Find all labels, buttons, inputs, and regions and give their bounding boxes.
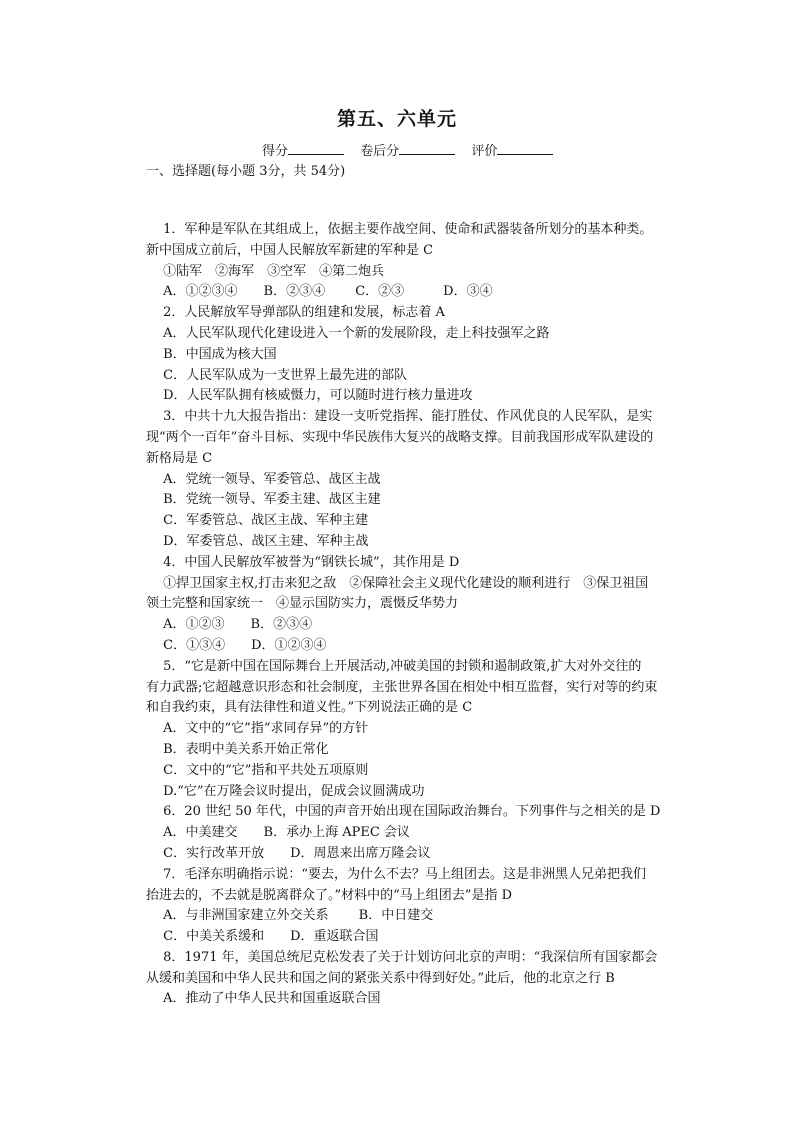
text-line: A．人民军队现代化建设进入一个新的发展阶段，走上科技强军之路 — [146, 325, 550, 341]
text-line: A．文中的“它”指“求同存异”的方针 — [146, 721, 369, 737]
text-line: 领土完整和国家统一 ④显示国防实力，震慑反华势力 — [146, 596, 459, 612]
text-line: B．党统一领导、军委主建、战区主建 — [146, 492, 381, 508]
text-line: 6．20 世纪 50 年代，中国的声音开始出现在国际政治舞台。下列事件与之相关的是 D — [146, 804, 661, 820]
text-line: 抬进去的，不去就是脱离群众了。”材料中的“马上组团去”是指 D — [146, 887, 512, 903]
text-line: 现“两个一百年”奋斗目标、实现中华民族伟大复兴的战略支撑。目前我国形成军队建设的 — [146, 429, 654, 445]
question-body — [146, 220, 676, 1010]
text-line: B．表明中美关系开始正常化 — [146, 741, 329, 757]
score-blank — [288, 142, 344, 155]
final-score-blank — [399, 142, 455, 155]
text-line: C．中美关系缓和 D．重返联合国 — [146, 929, 379, 945]
text-line: A．党统一领导、军委管总、战区主战 — [146, 471, 381, 487]
text-line: A．与非洲国家建立外交关系 B．中日建交 — [146, 908, 434, 924]
evaluation-field — [471, 140, 553, 159]
score-label: 得分 — [262, 144, 289, 159]
text-line: 1．军种是军队在其组成上，依据主要作战空间、使命和武器装备所划分的基本种类。 — [146, 222, 653, 237]
text-line: 新格局是 C — [146, 450, 213, 466]
text-line: ①捍卫国家主权,打击来犯之敌 ②保障社会主义现代化建设的顺利进行 ③保卫祖国 — [146, 575, 649, 591]
text-line: C．文中的“它”指和平共处五项原则 — [146, 762, 369, 778]
text-line: D．军委管总、战区主建、军种主战 — [146, 533, 369, 549]
text-line: A．①②③④ B．②③④ C．②③ D．③④ — [146, 284, 493, 300]
final-score-field — [360, 140, 455, 159]
score-fields — [262, 140, 565, 159]
page-title: 第五、六单元 — [336, 108, 457, 130]
text-line: C．军委管总、战区主战、军种主建 — [146, 513, 369, 529]
score-field — [262, 140, 344, 159]
text-line: 4．中国人民解放军被誉为“钢铁长城”，其作用是 D — [146, 554, 460, 570]
text-line: 和自我约束，具有法律性和道义性。”下列说法正确的是 C — [146, 700, 473, 716]
text-line: C．人民军队成为一支世界上最先进的部队 — [146, 367, 408, 383]
text-line: 3．中共十九大报告指出：建设一支听党指挥、能打胜仗、作风优良的人民军队，是实 — [146, 409, 653, 425]
text-line: ①陆军 ②海军 ③空军 ④第二炮兵 — [146, 263, 385, 279]
text-line: A．推动了中华人民共和国重返联合国 — [146, 991, 381, 1007]
final-score-label: 卷后分 — [360, 144, 400, 159]
text-line: 2．人民解放军导弹部队的组建和发展，标志着 A — [146, 305, 445, 321]
section-heading: 一、选择题(每小题 3分，共 54分) — [146, 164, 346, 179]
text-line: A．中美建交 B．承办上海 APEC 会议 — [146, 825, 410, 841]
text-line: 新中国成立前后，中国人民解放军新建的军种是 C — [146, 242, 434, 258]
text-line: D.“它”在万隆会议时提出，促成会议圆满成功 — [146, 783, 425, 799]
text-line: 5．“它是新中国在国际舞台上开展活动,冲破美国的封锁和遏制政策,扩大对外交往的 — [146, 658, 642, 674]
text-line: 7．毛泽东明确指示说：“要去，为什么不去？马上组团去。这是非洲黑人兄弟把我们 — [146, 866, 647, 882]
text-line: 从缓和美国和中华人民共和国之间的紧张关系中得到好处。”此后，他的北京之行 B — [146, 970, 615, 986]
text-line: C．实行改革开放 D．周恩来出席万隆会议 — [146, 845, 431, 861]
text-line: 有力武器;它超越意识形态和社会制度，主张世界各国在相处中相互监督，实行对等的约束 — [146, 679, 658, 695]
text-line: 8．1971 年，美国总统尼克松发表了关于计划访问北京的声明：“我深信所有国家都会 — [146, 949, 658, 965]
evaluation-label: 评价 — [471, 144, 498, 159]
text-line: C．①③④ D．①②③④ — [146, 637, 327, 653]
evaluation-blank — [497, 142, 553, 155]
text-line: A．①②③ B．②③④ — [146, 617, 313, 633]
text-line: B．中国成为核大国 — [146, 346, 277, 362]
text-line: D．人民军队拥有核威慑力，可以随时进行核力量进攻 — [146, 388, 473, 404]
